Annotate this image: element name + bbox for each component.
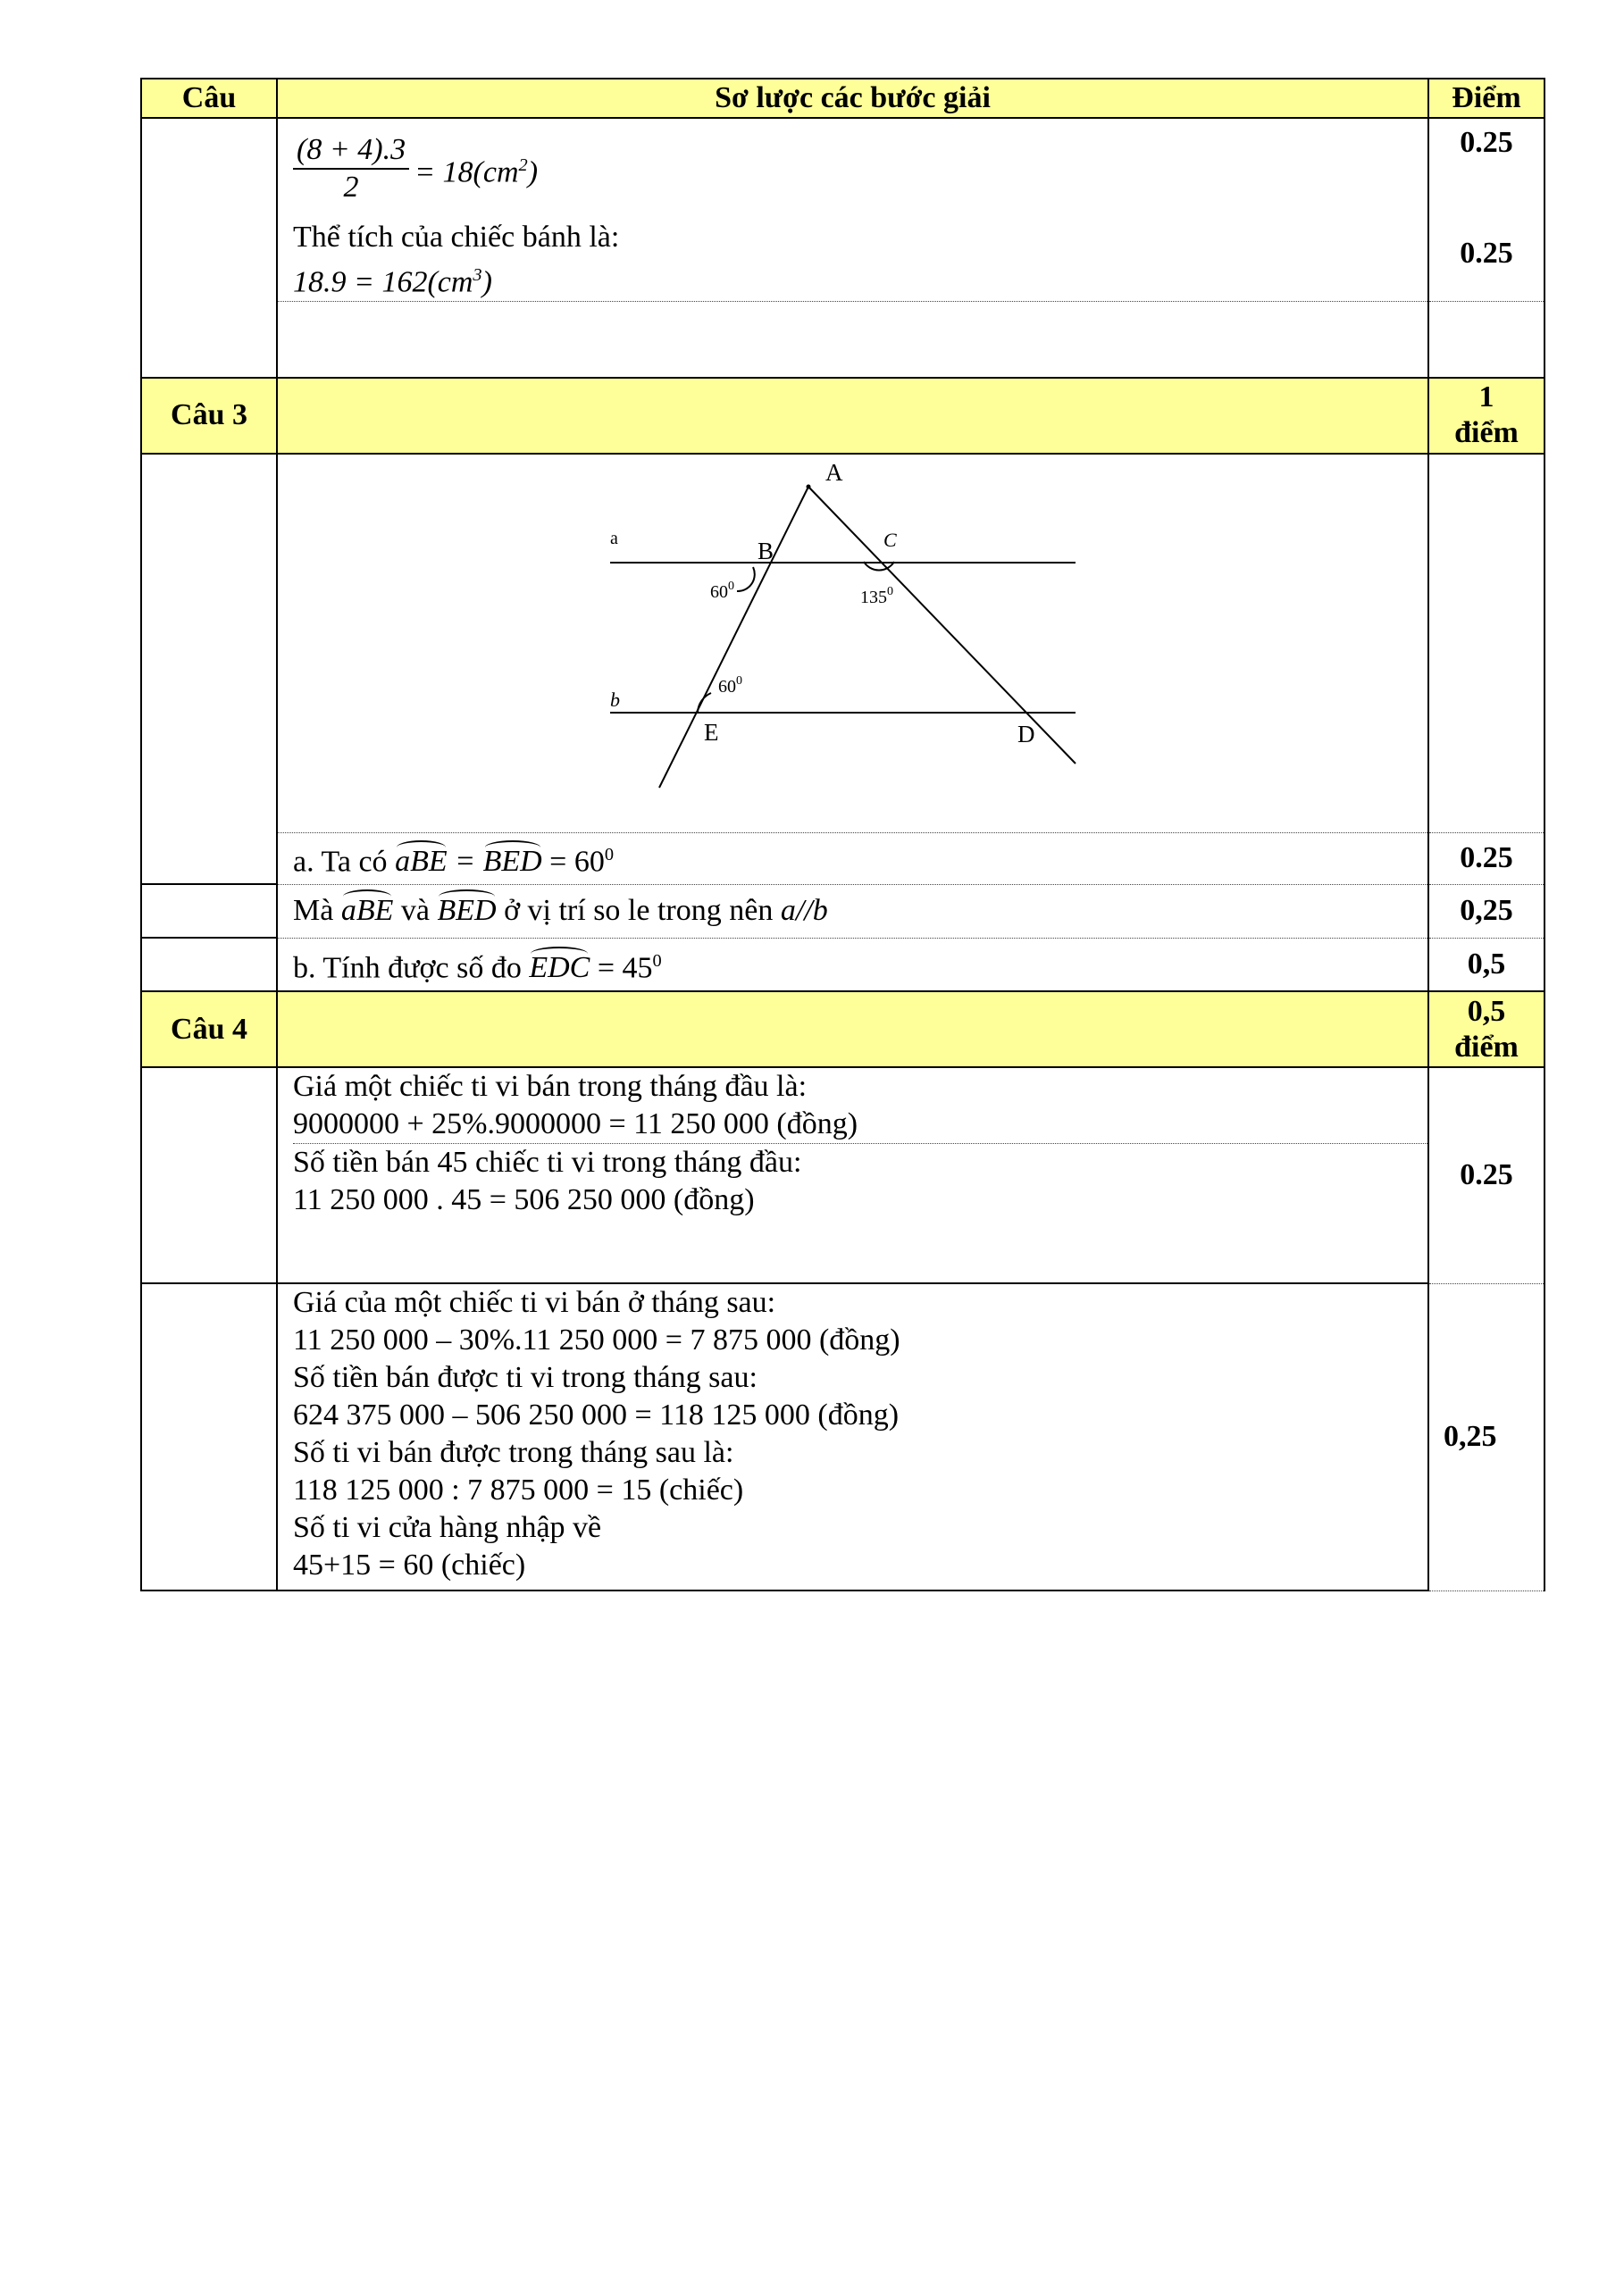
label-line-b: b	[610, 688, 620, 711]
points-cell: 0.25	[1428, 1067, 1544, 1283]
grading-table	[140, 78, 1545, 1591]
table-row	[141, 302, 1544, 378]
geometry-figure-cell	[277, 454, 1428, 833]
cau3-line-b: Mà aBE và BED ở vị trí so le trong nên a//b	[277, 884, 1428, 938]
area-fraction: $\frac{(8 + 4).3}{2}$	[293, 132, 409, 205]
label-D: D	[1017, 720, 1035, 747]
table-row	[141, 118, 1544, 302]
cau3-line-c: b. Tính được số đo EDC = $45^0$	[277, 938, 1428, 991]
table-row	[141, 1067, 1544, 1283]
label-line-a: a	[610, 528, 618, 548]
cau4-block1: Giá một chiếc ti vi bán trong tháng đầu là: 9000000 + 25%.9000000 = 11 250 000 (đồng) Số tiền bán 45 chiếc ti vi trong tháng đầu: 11 250 000 . 45 = 506 250 000 (đồng)	[277, 1067, 1428, 1283]
volume-expr: $18.9 = 162(cm^3)$	[293, 265, 492, 299]
segment-AD	[808, 487, 1076, 764]
cau3-line-a: a. Ta có aBE = BED = $60^0$	[277, 832, 1428, 884]
angle-arc-B	[737, 567, 755, 591]
figure-row	[141, 454, 1544, 833]
area-result: = 18(cm	[414, 155, 519, 189]
points-cell: 0,25	[1428, 1283, 1544, 1591]
table-row	[141, 1283, 1544, 1591]
segment-AE	[659, 487, 808, 788]
label-angle-B: $60^0$	[710, 579, 734, 602]
header-cau: Câu	[141, 79, 277, 118]
cau4-block2: Giá của một chiếc ti vi bán ở tháng sau: 11 250 000 – 30%.11 250 000 = 7 875 000 (đồng) Số tiền bán được ti vi trong tháng sau: 624 375 000 – 506 250 000 = 118 125 000 (đồng) Số ti vi bán được trong tháng sau là: 118 125 000 : 7 875 000 = 15 (chiếc) Số ti vi cửa hàng nhập về 45+15 = 60 (chiếc)	[277, 1283, 1428, 1591]
label-A: A	[825, 458, 843, 486]
points-cell: 0.25 0.25	[1428, 118, 1544, 302]
label-angle-C: $135^0$	[860, 584, 893, 607]
points-cell: 0,25	[1428, 884, 1544, 938]
points-cell: 0.25	[1428, 832, 1544, 884]
points-cell: 0,5	[1428, 938, 1544, 991]
label-C: C	[883, 528, 897, 551]
section-label: Câu 3	[141, 378, 277, 454]
header-steps: Sơ lược các bước giải	[277, 79, 1428, 118]
label-B: B	[758, 537, 774, 564]
header-points: Điểm	[1428, 79, 1544, 118]
area-volume-steps: $\frac{(8 + 4).3}{2}$ = $18(cm^2)$ Thể tích của chiếc bánh là: $18.9 = 162(cm^3)$	[277, 118, 1428, 302]
table-header	[141, 79, 1544, 118]
section-row-cau3	[141, 378, 1544, 454]
section-label: Câu 4	[141, 991, 277, 1067]
section-points: 0,5 điểm	[1428, 991, 1544, 1067]
section-row-cau4	[141, 991, 1544, 1067]
table-row	[141, 884, 1544, 938]
geometry-figure	[278, 455, 1429, 832]
table-row	[141, 832, 1544, 884]
label-angle-E: $60^0$	[718, 673, 742, 697]
volume-label: Thể tích của chiếc bánh là:	[293, 221, 620, 254]
table-row	[141, 938, 1544, 991]
section-points: 1 điểm	[1428, 378, 1544, 454]
label-E: E	[704, 718, 719, 746]
